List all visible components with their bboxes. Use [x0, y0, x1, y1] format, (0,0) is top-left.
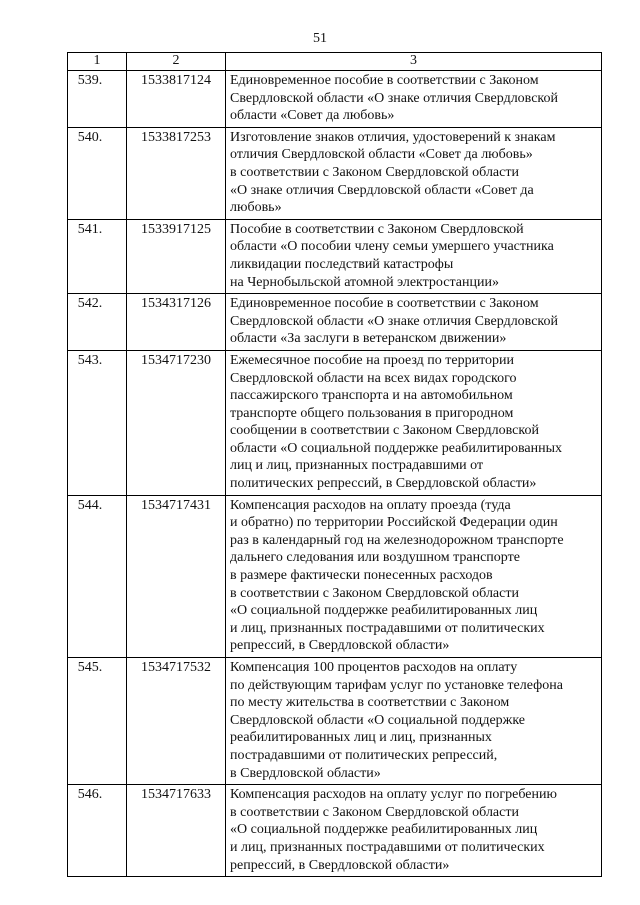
table-row: [68, 350, 602, 495]
description-line: Компенсация расходов на оплату проезда (туда: [230, 497, 511, 513]
description-line: в размере фактически понесенных расходов: [230, 568, 493, 584]
description-line: в соответствии с Законом Свердловской области: [230, 804, 519, 820]
description-line: Пособие в соответствии с Законом Свердловской: [230, 221, 524, 237]
table-row: [68, 495, 602, 657]
table-row: [68, 219, 602, 293]
row-number: 545.: [68, 658, 127, 785]
description-line: области «За заслуги в ветеранском движении»: [230, 331, 507, 347]
row-description: [226, 219, 602, 293]
description-line: пострадавшими от политических репрессий,: [230, 747, 498, 763]
description-line: Свердловской области «О знаке отличия Свердловской: [230, 90, 559, 106]
row-description: [226, 350, 602, 495]
description-line: «О социальной поддержке реабилитированных лиц: [230, 603, 538, 619]
description-line: Единовременное пособие в соответствии с Законом: [230, 73, 539, 88]
row-description: [226, 127, 602, 219]
row-number: 539.: [68, 71, 127, 128]
row-description: [226, 71, 602, 128]
description-line: лиц и лиц, признанных пострадавшими от: [230, 458, 484, 474]
description-line: «О социальной поддержке реабилитированных лиц: [230, 822, 538, 838]
row-code: 1534717431: [127, 495, 226, 657]
description-line: на Чернобыльской атомной электростанции»: [230, 274, 499, 290]
description-line: и обратно) по территории Российской Федерации один: [230, 515, 558, 531]
description-line: и лиц, признанных пострадавшими от политических: [230, 620, 545, 636]
row-description: [226, 495, 602, 657]
description-line: реабилитированных лиц и лиц, признанных: [230, 730, 492, 746]
description-line: репрессий, в Свердловской области»: [230, 638, 450, 654]
row-code: 1533817124: [127, 71, 226, 128]
row-description: [226, 785, 602, 877]
description-line: Единовременное пособие в соответствии с Законом: [230, 296, 539, 312]
description-line: области «Совет да любовь»: [230, 108, 395, 124]
column-header-3: 3: [226, 53, 602, 71]
description-line: отличия Свердловской области «Совет да любовь»: [230, 147, 533, 163]
row-description: [226, 658, 602, 785]
description-line: сообщении в соответствии с Законом Свердловской: [230, 423, 539, 439]
table-row: [68, 785, 602, 877]
description-line: пассажирского транспорта и на автомобильном: [230, 388, 513, 404]
row-code: 1534717633: [127, 785, 226, 877]
description-line: Компенсация расходов на оплату услуг по погребению: [230, 787, 557, 803]
description-line: по действующим тарифам услуг по установке телефона: [230, 677, 563, 693]
row-number: 544.: [68, 495, 127, 657]
description-line: и лиц, признанных пострадавшими от политических: [230, 839, 545, 855]
description-line: в Свердловской области»: [230, 765, 381, 781]
table-row: [68, 71, 602, 128]
row-code: 1534317126: [127, 294, 226, 351]
column-header-2: 2: [127, 53, 226, 71]
description-line: политических репрессий, в Свердловской области»: [230, 476, 537, 492]
description-line: области «О пособии члену семьи умершего участника: [230, 239, 554, 255]
table-row: [68, 658, 602, 785]
page-number: 51: [313, 31, 327, 46]
row-number: 540.: [68, 127, 127, 219]
description-line: Компенсация 100 процентов расходов на оплату: [230, 660, 518, 675]
description-line: дальнего следования или воздушном транспорте: [230, 550, 520, 566]
description-line: раз в календарный год на железнодорожном транспорте: [230, 532, 564, 548]
description-line: Свердловской области «О социальной поддержке: [230, 712, 526, 728]
benefits-table: [67, 52, 602, 877]
description-line: «О знаке отличия Свердловской области «Совет да: [230, 182, 534, 198]
description-line: любовь»: [230, 200, 282, 216]
row-description: [226, 294, 602, 351]
row-code: 1534717230: [127, 350, 226, 495]
table-row: [68, 294, 602, 351]
description-line: области «О социальной поддержке реабилитированных: [230, 440, 563, 456]
row-number: 542.: [68, 294, 127, 351]
description-line: транспорте общего пользования в пригородном: [230, 405, 514, 421]
description-line: по месту жительства в соответствии с Законом: [230, 695, 510, 711]
description-line: ликвидации последствий катастрофы: [230, 256, 454, 272]
table-body: [68, 71, 602, 877]
table-header-row: [68, 53, 602, 71]
description-line: Свердловской области на всех видах городского: [230, 370, 517, 386]
description-line: в соответствии с Законом Свердловской области: [230, 164, 519, 180]
row-number: 546.: [68, 785, 127, 877]
description-line: Ежемесячное пособие на проезд по территории: [230, 352, 515, 368]
description-line: репрессий, в Свердловской области»: [230, 857, 450, 873]
row-code: 1533917125: [127, 219, 226, 293]
row-code: 1533817253: [127, 127, 226, 219]
description-line: в соответствии с Законом Свердловской области: [230, 585, 519, 601]
row-number: 541.: [68, 219, 127, 293]
column-header-1: 1: [68, 53, 127, 71]
table-row: [68, 127, 602, 219]
row-number: 543.: [68, 350, 127, 495]
row-code: 1534717532: [127, 658, 226, 785]
description-line: Изготовление знаков отличия, удостоверений к знакам: [230, 129, 556, 145]
description-line: Свердловской области «О знаке отличия Свердловской: [230, 313, 559, 329]
